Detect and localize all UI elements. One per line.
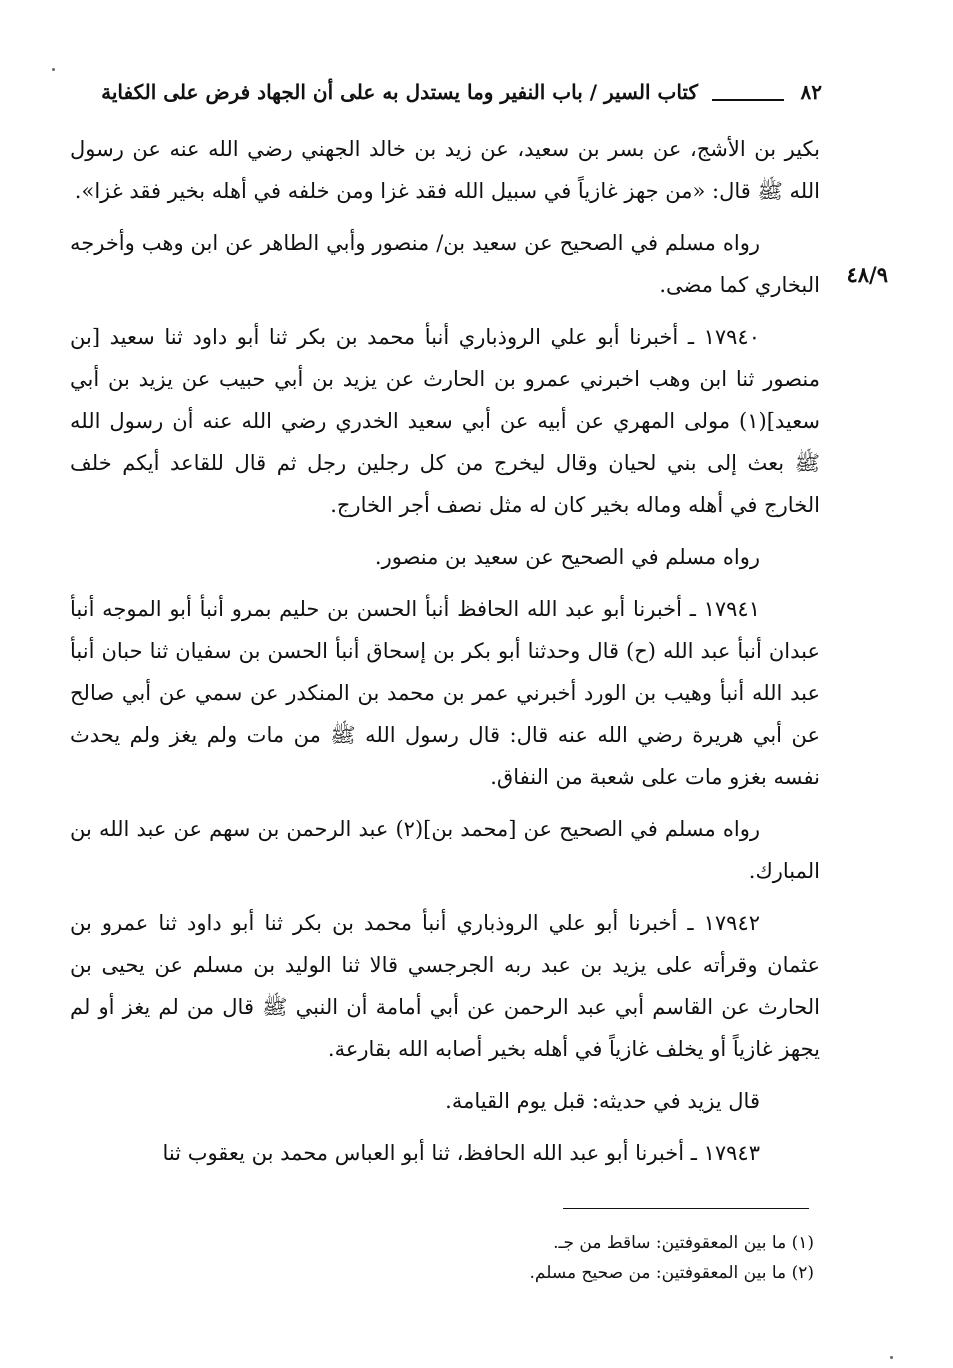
hadith-17943: ١٧٩٤٣ ـ أخبرنا أبو عبد الله الحافظ، ثنا أبو العباس محمد بن يعقوب ثنا [162, 1141, 760, 1165]
hadith-17940: ١٧٩٤٠ ـ أخبرنا أبو علي الروذباري أنبأ محمد بن بكر ثنا أبو داود ثنا سعيد [بن منصور ثنا ابن وهب اخبرني عمرو بن الحارث عن يزيد بن أبي حبيب عن يزيد بن أبي سعيد](١) مولى المهري عن أبيه عن أبي سعيد الخدري رضي الله عنه أن رسول الله ﷺ بعث إلى بني لحيان وقال ليخرج من كل رجلين رجل ثم قال للقاعد أيكم خلف الخارج في أهله وماله بخير كان له مثل نصف أجر الخارج. [70, 325, 820, 517]
footnote-1: (١) ما بين المعقوفتين: ساقط من جـ. [553, 1233, 814, 1253]
hadith-17941: ١٧٩٤١ ـ أخبرنا أبو عبد الله الحافظ أنبأ الحسن بن حليم بمرو أنبأ أبو الموجه أنبأ عبدان أنبأ عبد الله (ح) قال وحدثنا أبو بكر بن إسحاق أنبأ الحسن بن سفيان ثنا حبان أنبأ عبد الله أنبأ وهيب بن الورد أخبرني عمر بن محمد بن المنكدر عن سمي عن أبي صالح عن أبي هريرة رضي الله عنه قال: قال رسول الله ﷺ من مات ولم يغز ولم يحدث نفسه بغزو مات على شعبة من النفاق. [70, 597, 820, 789]
paragraph-qala-yazid: قال يزيد في حديثه: قبل يوم القيامة. [445, 1089, 760, 1113]
page-number: ٨٢ [800, 80, 822, 104]
paragraph-riwayah-3: رواه مسلم في الصحيح عن [محمد بن](٢) عبد الرحمن بن سهم عن عبد الله بن المبارك. [70, 817, 820, 883]
main-text [70, 128, 820, 1184]
footnote-2: (٢) ما بين المعقوفتين: من صحيح مسلم. [529, 1263, 814, 1283]
running-title: كتاب السير / باب النفير وما يستدل به على أن الجهاد فرض على الكفاية [101, 80, 698, 104]
hadith-17942: ١٧٩٤٢ ـ أخبرنا أبو علي الروذباري أنبأ محمد بن بكر ثنا أبو داود ثنا عمرو بن عثمان وقرأته على يزيد بن عبد ربه الجرجسي قالا ثنا الوليد بن مسلم عن يحيى بن الحارث عن القاسم أبي عبد الرحمن عن أبي أمامة أن النبي ﷺ قال من لم يغز أو لم يجهز غازياً أو يخلف غازياً في أهله بخير أصابه الله بقارعة. [70, 911, 820, 1061]
scan-speck [890, 1356, 893, 1359]
paragraph-riwayah-1: رواه مسلم في الصحيح عن سعيد بن/ منصور وأبي الطاهر عن ابن وهب وأخرجه البخاري كما مضى. [70, 231, 820, 297]
header-rule [712, 99, 784, 101]
margin-page-reference: ٤٨/٩ [846, 262, 888, 287]
footnotes [480, 1228, 814, 1288]
scan-speck [52, 68, 55, 71]
page-header [72, 80, 822, 112]
paragraph-riwayah-2: رواه مسلم في الصحيح عن سعيد بن منصور. [374, 545, 760, 569]
footnote-separator [563, 1208, 809, 1209]
paragraph-continuation: بكير بن الأشج، عن بسر بن سعيد، عن زيد بن خالد الجهني رضي الله عنه عن رسول الله ﷺ قال: «من جهز غازياً في سبيل الله فقد غزا ومن خلفه في أهله بخير فقد غزا». [70, 137, 820, 203]
